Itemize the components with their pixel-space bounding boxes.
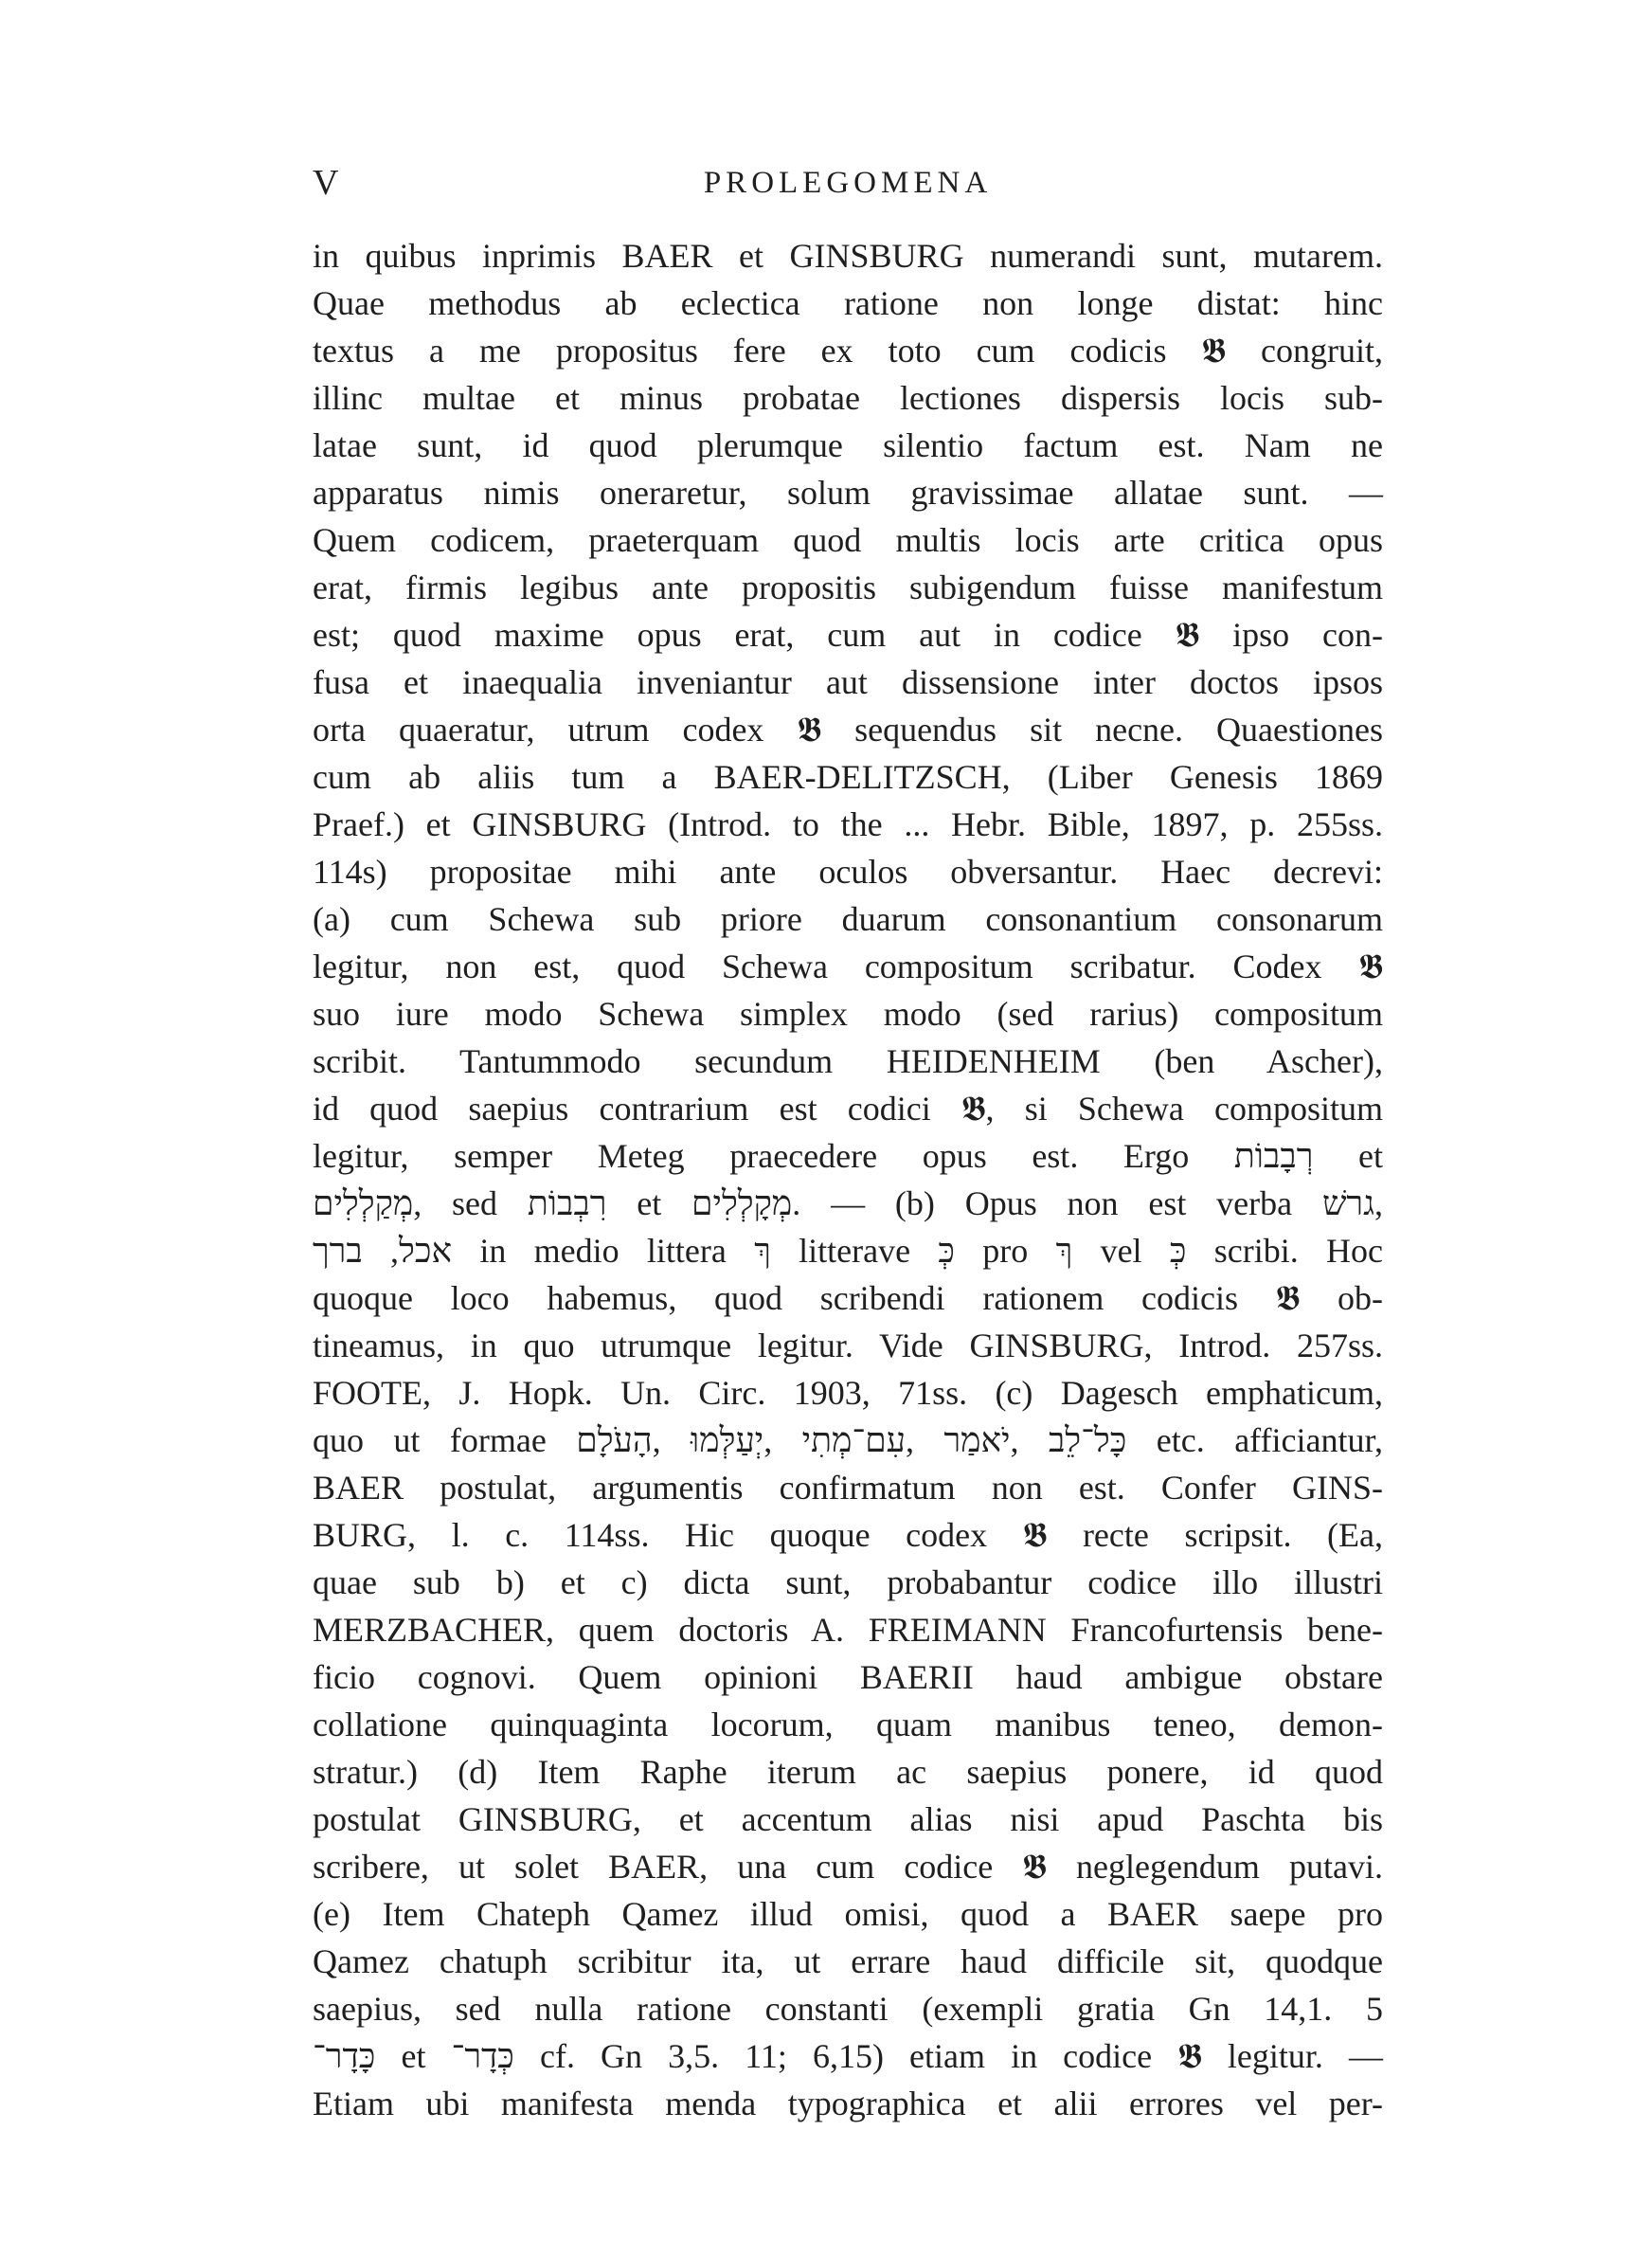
text-line: tineamus, in quo utrumque legitur. Vide GINSBURG, Introd. 257ss.: [313, 1327, 1383, 1364]
text-line: legitur, semper Meteg praecedere opus est. Ergo רְבָבוֹת et: [313, 1137, 1383, 1175]
page-header: [313, 159, 1383, 207]
text-line: legitur, non est, quod Schewa compositum scribatur. Codex 𝕭: [313, 948, 1383, 985]
text-line: MERZBACHER, quem doctoris A. FREIMANN Francofurtensis bene-: [313, 1611, 1383, 1649]
running-head: PROLEGOMENA: [703, 165, 993, 200]
text-line: scribere, ut solet BAER, una cum codice 𝕭 neglegendum putavi.: [313, 1848, 1383, 1886]
text-line: textus a me propositus fere ex toto cum codicis 𝕭 congruit,: [313, 332, 1383, 370]
text-line: BURG, l. c. 114ss. Hic quoque codex 𝕭 recte scripsit. (Ea,: [313, 1516, 1383, 1554]
text-line: Etiam ubi manifesta menda typographica et alii errores vel per-: [313, 2085, 1383, 2122]
text-line: apparatus nimis oneraretur, solum gravissimae allatae sunt. —: [313, 474, 1383, 512]
text-line: suo iure modo Schewa simplex modo (sed rarius) compositum: [313, 995, 1383, 1033]
text-line: id quod saepius contrarium est codici 𝕭, si Schewa compositum: [313, 1090, 1383, 1128]
body-text: [313, 232, 1383, 2127]
text-line: stratur.) (d) Item Raphe iterum ac saepius ponere, id quod: [313, 1753, 1383, 1791]
text-line: אכל, ברך in medio littera ךְ litterave כְּ pro ךְ vel כְּ scribi. Hoc: [313, 1232, 1384, 1270]
text-line: FOOTE, J. Hopk. Un. Circ. 1903, 71ss. (c) Dagesch emphaticum,: [313, 1374, 1383, 1412]
text-line: (e) Item Chateph Qamez illud omisi, quod a BAER saepe pro: [313, 1895, 1383, 1933]
text-line: Qamez chatuph scribitur ita, ut errare haud difficile sit, quodque: [313, 1942, 1383, 1980]
text-line: ficio cognovi. Quem opinioni BAERII haud ambigue obstare: [313, 1658, 1383, 1696]
text-line: est; quod maxime opus erat, cum aut in codice 𝕭 ipso con-: [313, 616, 1383, 654]
text-line: in quibus inprimis BAER et GINSBURG numerandi sunt, mutarem.: [313, 237, 1383, 275]
text-line: saepius, sed nulla ratione constanti (exempli gratia Gn 14,1. 5: [313, 1990, 1383, 2028]
text-line: (a) cum Schewa sub priore duarum consonantium consonarum: [313, 900, 1383, 938]
text-line: quoque loco habemus, quod scribendi rationem codicis 𝕭 ob-: [313, 1279, 1383, 1317]
text-line: מְקַלְלִים, sed רִבְבוֹת et מְקָלְלִים. — (b) Opus non est verba גרשׁ,: [313, 1184, 1383, 1222]
text-line: Praef.) et GINSBURG (Introd. to the ... Hebr. Bible, 1897, p. 255ss.: [313, 805, 1383, 843]
text-line: orta quaeratur, utrum codex 𝕭 sequendus sit necne. Quaestiones: [313, 711, 1383, 749]
page-number: V: [313, 163, 340, 203]
text-line: erat, firmis legibus ante propositis subigendum fuisse manifestum: [313, 569, 1383, 606]
text-line: BAER postulat, argumentis confirmatum non est. Confer GINS-: [313, 1469, 1383, 1507]
text-line: collatione quinquaginta locorum, quam manibus teneo, demon-: [313, 1706, 1383, 1743]
text-line: Quae methodus ab eclectica ratione non longe distat: hinc: [313, 284, 1383, 322]
text-line: scribit. Tantummodo secundum HEIDENHEIM (ben Ascher),: [313, 1042, 1383, 1080]
text-line: quae sub b) et c) dicta sunt, probabantur codice illo illustri: [313, 1563, 1383, 1601]
text-line: latae sunt, id quod plerumque silentio factum est. Nam ne: [313, 426, 1383, 464]
text-line: כָּדָר־ et כְּדָר־ cf. Gn 3,5. 11; 6,15) etiam in codice 𝕭 legitur. —: [313, 2037, 1383, 2075]
text-line: cum ab aliis tum a BAER-DELITZSCH, (Liber Genesis 1869: [313, 758, 1383, 796]
text-line: Quem codicem, praeterquam quod multis locis arte critica opus: [313, 521, 1383, 559]
text-line: fusa et inaequalia inveniantur aut dissensione inter doctos ipsos: [313, 663, 1383, 701]
text-line: illinc multae et minus probatae lectiones dispersis locis sub-: [313, 379, 1383, 417]
text-line: 114s) propositae mihi ante oculos obversantur. Haec decrevi:: [313, 853, 1383, 891]
text-line: postulat GINSBURG, et accentum alias nisi apud Paschta bis: [313, 1800, 1383, 1838]
text-line: quo ut formae כָּל־לֵב ,יֹאמַר ,עִם־מְתִי ,יְעַלְּמוּ ,הָעֹלָם etc. afficiantur,: [313, 1421, 1384, 1459]
